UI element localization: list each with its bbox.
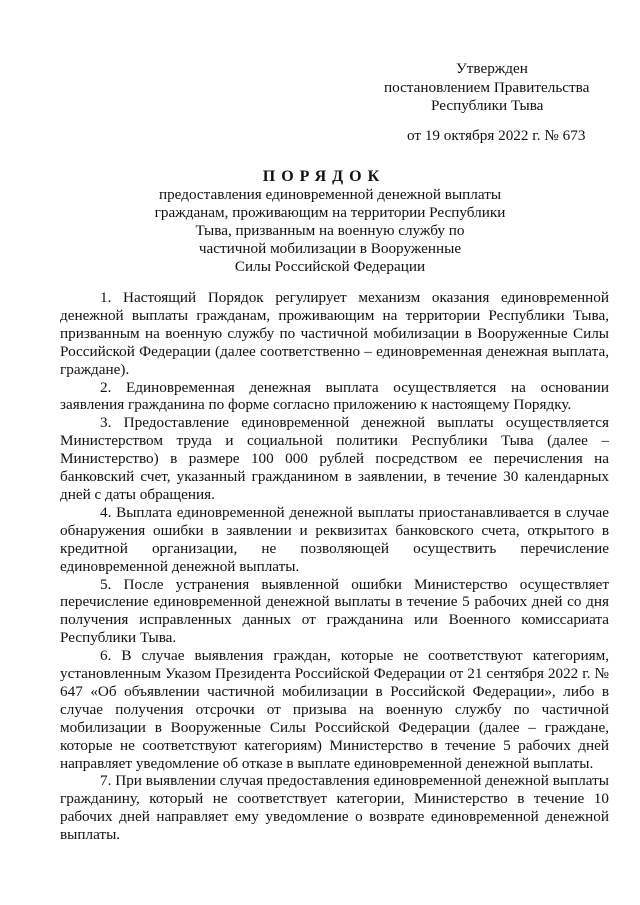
- document-title: ПОРЯДОК: [262, 168, 386, 185]
- document-subtitle: [140, 186, 520, 276]
- paragraph-6: 6. В случае выявления граждан, которые не соответствуют категориям, установленным Указом Президента Российской Федерации от 21 сентября 2022 г. № 647 «Об объявлении частичной мобилизации в Российской Федерации», либо в случае получения отсрочки от призыва на военную службу по частичной мобилизации в Вооруженные Силы Российской Федерации (далее – граждане, которые не соответствуют категориям) Министерство в течение 5 рабочих дней направляет уведомление об отказе в выплате единовременной денежной выплаты.: [60, 647, 609, 772]
- subtitle-line: Тыва, призванным на военную службу по: [195, 222, 465, 239]
- subtitle-line: Силы Российской Федерации: [234, 258, 426, 275]
- subtitle-line: предоставления единовременной денежной выплаты: [158, 186, 502, 203]
- approval-line-approved: Утвержден: [456, 60, 528, 77]
- paragraph-5: 5. После устранения выявленной ошибки Министерство осуществляет перечисление единовременной денежной выплаты в течение 5 рабочих дней со дня получения исправленных данных от гражданина или Военного комиссариата Республики Тыва.: [60, 575, 609, 647]
- document-body: [60, 289, 609, 844]
- subtitle-line: частичной мобилизации в Вооруженные: [198, 240, 462, 257]
- subtitle-line: гражданам, проживающим на территории Республики: [154, 204, 506, 221]
- approval-line-resolution: постановлением Правительства: [384, 78, 590, 96]
- approval-line-republic: Республики Тыва: [431, 97, 544, 115]
- paragraph-4: 4. Выплата единовременной денежной выплаты приостанавливается в случае обнаружения ошибки в заявлении и реквизитах банковского счета, открытого в кредитной организации, не позволяющей осуществить перечисление единовременной денежной выплаты.: [60, 503, 609, 575]
- approval-date: от 19 октября 2022 г. № 673: [407, 126, 586, 144]
- approval-block: [380, 60, 610, 145]
- paragraph-7: 7. При выявлении случая предоставления единовременной денежной выплаты гражданину, который не соответствует категории, Министерство в течение 10 рабочих дней направляет ему уведомление о возврате единовременной денежной выплаты.: [60, 772, 609, 844]
- paragraph-3: 3. Предоставление единовременной денежной выплаты осуществляется Министерством труда и социальной политики Республики Тыва (далее – Министерство) в размере 100 000 рублей посредством ее перечисления на банковский счет, указанный гражданином в заявлении, в течение 30 календарных дней с даты обращения.: [60, 414, 609, 503]
- paragraph-1: 1. Настоящий Порядок регулирует механизм оказания единовременной денежной выплаты гражданам, проживающим на территории Республики Тыва, призванным на военную службу по частичной мобилизации в Вооруженные Силы Российской Федерации (далее соответственно – единовременная денежная выплата, граждане).: [60, 289, 609, 378]
- paragraph-2: 2. Единовременная денежная выплата осуществляется на основании заявления гражданина по форме согласно приложению к настоящему Порядку.: [60, 378, 609, 414]
